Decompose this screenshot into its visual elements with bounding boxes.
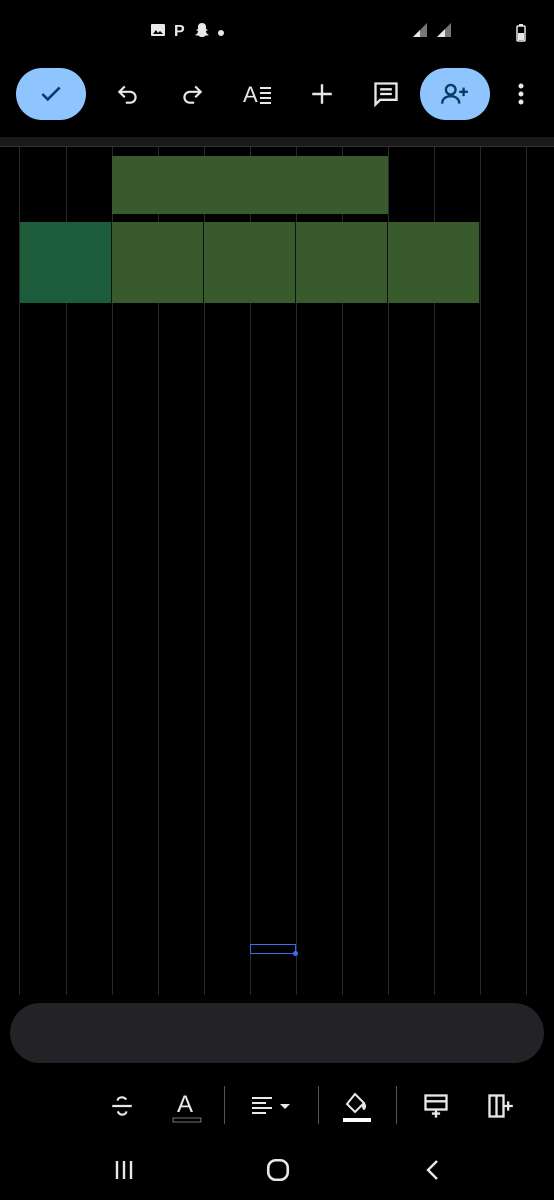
fill-color-button[interactable]	[334, 1084, 378, 1128]
text-color-icon	[169, 1088, 203, 1124]
svg-text:A: A	[177, 1091, 194, 1118]
formula-bar[interactable]	[10, 1003, 544, 1063]
strikethrough-icon	[109, 1093, 135, 1119]
bold-button[interactable]	[38, 1084, 74, 1128]
notification-icons	[150, 22, 225, 43]
divider	[396, 1086, 397, 1124]
text-color-button[interactable]	[164, 1084, 208, 1128]
gridline	[480, 147, 481, 995]
back-icon	[422, 1158, 446, 1182]
home-icon	[265, 1157, 291, 1183]
align-button[interactable]	[244, 1084, 300, 1128]
insert-row-icon	[422, 1092, 450, 1120]
share-person-icon	[440, 81, 470, 107]
align-icon	[250, 1093, 294, 1119]
spreadsheet-grid[interactable]	[0, 137, 554, 995]
recents-icon	[112, 1158, 136, 1182]
more-options-button[interactable]	[498, 68, 544, 120]
status-bar	[0, 0, 554, 62]
recents-button[interactable]	[104, 1154, 144, 1186]
undo-button[interactable]	[102, 68, 154, 120]
header-assignment-status[interactable]	[112, 222, 204, 303]
signal-icons	[412, 22, 452, 38]
share-button[interactable]	[420, 68, 490, 120]
undo-icon	[115, 81, 141, 107]
editor-toolbar	[0, 64, 554, 124]
text-format-button[interactable]	[232, 68, 284, 120]
header-performance-level[interactable]	[388, 222, 480, 303]
divider	[318, 1086, 319, 1124]
signal-icon-2	[436, 22, 452, 38]
svg-text:A: A	[243, 82, 258, 107]
header-attendance[interactable]	[204, 222, 296, 303]
insert-button[interactable]	[296, 68, 348, 120]
signal-icon	[412, 22, 428, 38]
redo-icon	[179, 81, 205, 107]
insert-row-button[interactable]	[414, 1084, 458, 1128]
comment-button[interactable]	[360, 68, 412, 120]
check-icon	[38, 81, 64, 107]
more-icon	[517, 82, 525, 106]
column-headers	[0, 137, 554, 147]
redo-button[interactable]	[166, 68, 218, 120]
divider	[224, 1086, 225, 1124]
header-overall-performance[interactable]	[296, 222, 388, 303]
fill-color-icon	[339, 1088, 373, 1124]
system-nav-bar	[0, 1140, 554, 1200]
selection-handle[interactable]	[293, 951, 298, 956]
format-toolbar	[0, 1078, 554, 1134]
insert-column-button[interactable]	[478, 1084, 522, 1128]
strikethrough-button[interactable]	[100, 1084, 144, 1128]
selected-cell[interactable]	[250, 944, 296, 954]
gridline	[526, 147, 527, 995]
text-format-icon	[243, 81, 273, 107]
comment-icon	[372, 80, 400, 108]
title-banner	[112, 156, 388, 214]
snapchat-icon	[194, 22, 210, 43]
add-icon	[309, 81, 335, 107]
back-button[interactable]	[414, 1154, 454, 1186]
home-button[interactable]	[258, 1154, 298, 1186]
svg-text:P: P	[174, 23, 185, 38]
dot-icon	[217, 24, 225, 42]
p-app-icon	[173, 22, 187, 43]
gallery-icon	[150, 22, 166, 43]
insert-column-icon	[486, 1092, 514, 1120]
done-button[interactable]	[16, 68, 86, 120]
header-student-name[interactable]	[20, 222, 112, 303]
battery-icon	[516, 24, 526, 42]
